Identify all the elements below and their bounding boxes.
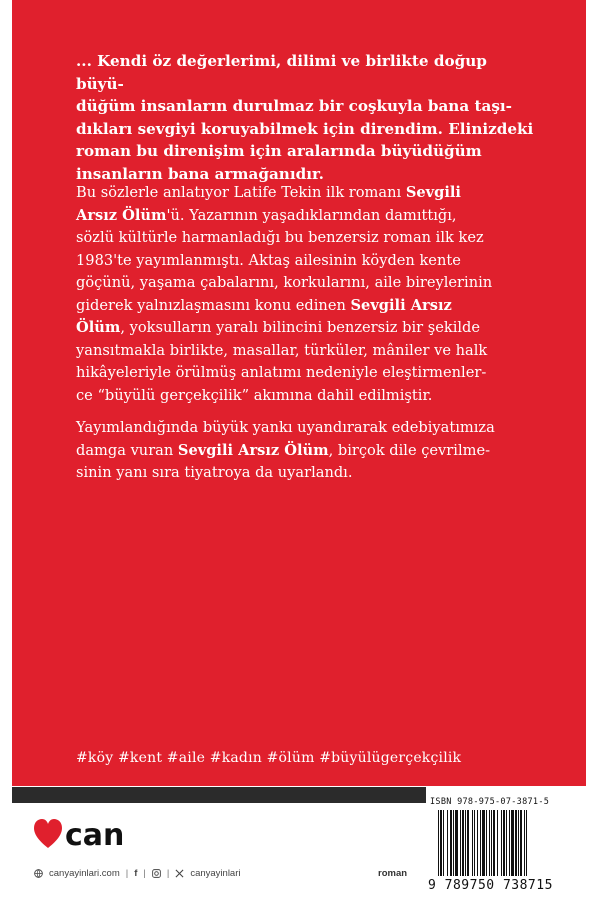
website-link[interactable]: canyayinlari.com	[49, 868, 120, 879]
quote-line: ... Kendi öz değerlerimi, dilimi ve birlikte doğup büyü-	[76, 52, 487, 93]
x-icon[interactable]	[175, 869, 184, 878]
logo-text: can	[65, 818, 125, 853]
text-line: ce “büyülü gerçekçilik” akımına dahil edilmiştir.	[76, 386, 433, 404]
text-line: göçünü, yaşama çabalarını, korkularını, aile bireylerinin	[76, 274, 493, 291]
hashtags: #köy #kent #aile #kadın #ölüm #büyülügerçekçilik	[76, 750, 462, 766]
quote-line: dıkları sevgiyi koruyabilmek için direndim. Elinizdeki	[76, 119, 534, 138]
barcode-digits: 9 789750 738715	[428, 878, 553, 893]
book-title: Sevgili Arsız Ölüm	[177, 441, 329, 459]
book-title: Ölüm	[76, 319, 121, 336]
barcode-bar	[489, 810, 490, 876]
book-title: Arsız Ölüm	[76, 206, 167, 224]
barcode-bar	[515, 810, 517, 876]
barcode-bar	[474, 810, 475, 876]
publisher-footer	[34, 868, 241, 879]
barcode-bar	[447, 810, 448, 876]
barcode-bar	[460, 810, 461, 876]
book-title: Sevgili Arsız	[350, 296, 452, 314]
text-line: 1983'te yayımlanmıştı. Aktaş ailesinin köyden kente	[76, 251, 461, 269]
text-line: sinin yanı sıra tiyatroya da uyarlandı.	[76, 464, 353, 481]
isbn-label: ISBN 978-975-07-3871-5	[430, 797, 550, 807]
barcode-bar	[462, 810, 464, 876]
barcode-bar	[497, 810, 498, 876]
text-line: sözlü kültürle harmanladığı bu benzersiz roman ilk kez	[76, 229, 484, 246]
barcode-bar	[509, 810, 510, 876]
genre-label: roman	[378, 868, 408, 879]
separator: |	[125, 868, 129, 879]
barcode	[436, 810, 578, 878]
barcode-bar	[453, 810, 454, 876]
barcode-bar	[506, 810, 507, 876]
barcode-bar	[493, 810, 495, 876]
barcode-bar	[503, 810, 505, 876]
text-line: hikâyeleriyle örülmüş anlatımı nedeniyle eleştirmenler-	[76, 364, 487, 381]
barcode-bar	[526, 810, 527, 876]
barcode-bar	[511, 810, 514, 876]
description-paragraph-2	[76, 417, 536, 485]
barcode-bar	[480, 810, 481, 876]
quote-line: roman bu direnişim için aralarında büyüdüğüm	[76, 142, 482, 160]
quote-line: insanların bana armağanıdır.	[76, 164, 324, 183]
barcode-bar	[465, 810, 466, 876]
text-line: Bu sözlerle anlatıyor Latife Tekin ilk romanı Sevgili	[76, 184, 461, 201]
globe-icon	[34, 869, 43, 878]
barcode-bar	[472, 810, 473, 876]
text-line: giderek yalnızlaşmasını konu edinen Sevgili Arsız	[76, 296, 452, 314]
text-line: damga vuran Sevgili Arsız Ölüm, birçok dile çevrilme-	[76, 441, 491, 459]
text-line: Arsız Ölüm'ü. Yazarının yaşadıklarından damıttığı,	[76, 206, 457, 224]
text-line: Yayımlandığında büyük yankı uyandırarak edebiyatımıza	[76, 419, 495, 436]
social-handle[interactable]: canyayinlari	[190, 868, 241, 879]
barcode-bar	[520, 810, 522, 876]
barcode-bar	[491, 810, 492, 876]
text-line: Ölüm, yoksulların yaralı bilincini benzersiz bir şekilde	[76, 319, 481, 336]
text-line: yansıtmakla birlikte, masallar, türküler, mâniler ve halk	[76, 341, 488, 359]
barcode-bar	[482, 810, 485, 876]
publisher-logo	[34, 818, 174, 854]
dark-divider-bar	[12, 787, 426, 803]
heart-icon	[34, 819, 62, 848]
instagram-icon[interactable]	[152, 869, 161, 878]
barcode-bar	[443, 810, 444, 876]
author-quote	[76, 50, 534, 185]
barcode-bar	[524, 810, 525, 876]
barcode-bar	[467, 810, 469, 876]
description-paragraph-1	[76, 182, 536, 407]
quote-line: düğüm insanların durulmaz bir coşkuyla bana taşı-	[76, 97, 512, 115]
book-title: Sevgili	[405, 184, 461, 201]
facebook-icon[interactable]: f	[134, 868, 138, 879]
separator: |	[143, 868, 146, 879]
barcode-bar	[501, 810, 502, 876]
barcode-bar	[440, 810, 442, 876]
barcode-bar	[477, 810, 478, 876]
barcode-bar	[450, 810, 452, 876]
barcode-bar	[486, 810, 487, 876]
barcode-bar	[438, 810, 439, 876]
separator: |	[166, 868, 170, 879]
barcode-bar	[455, 810, 458, 876]
barcode-bar	[518, 810, 519, 876]
